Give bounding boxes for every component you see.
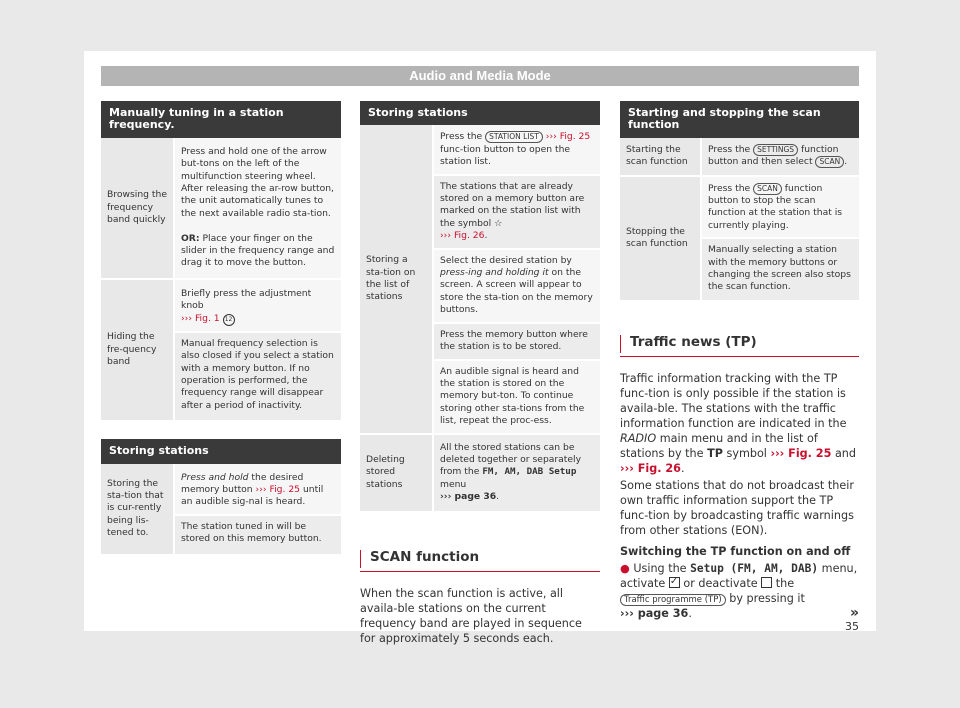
scan-section-title: SCAN function xyxy=(360,549,600,572)
traffic-news-title: Traffic news (TP) xyxy=(620,334,859,357)
settings-key: SETTINGS xyxy=(753,144,798,156)
scan-function-table xyxy=(620,101,859,302)
or-label: OR: xyxy=(181,232,200,244)
scan-key: SCAN xyxy=(753,183,782,195)
row-text: Press the STATION LIST ››› Fig. 25 func-tion button to open the station list. xyxy=(433,125,600,174)
row-text: Manual frequency selection is also closed if you select a station with a memory button. If no operation is performed, the frequency range will disappear after a period of inactivity. xyxy=(174,332,341,421)
row-text: Select the desired station by press-ing and holding it on the screen. A screen will appear to store the sta-tion on the memory buttons. xyxy=(433,249,600,323)
page-number: 35 xyxy=(845,620,859,633)
fig-link[interactable]: ››› Fig. 1 xyxy=(181,312,220,324)
table-title: Starting and stopping the scan function xyxy=(620,101,859,138)
traffic-paragraph-2: Some stations that do not broadcast their own traffic information support the TP func-tion by broadcasting traffic warnings from other stations (EON). xyxy=(620,478,854,537)
row-label: Deleting stored stations xyxy=(360,434,433,512)
row-text: All the stored stations can be deleted together or separately from the FM, AM, DAB Setup menu ››› page 36. xyxy=(433,434,600,512)
storing-stations-list-table xyxy=(360,101,600,513)
fig-link[interactable]: ››› Fig. 26 xyxy=(620,461,681,475)
scan-key: SCAN xyxy=(815,156,844,168)
row-text: Press the SETTINGS function button and then select SCAN . xyxy=(701,138,859,176)
column-1 xyxy=(101,101,341,556)
callout-number: 12 xyxy=(223,314,235,326)
row-label: Storing a sta-tion on the list of stations xyxy=(360,125,433,433)
traffic-paragraph-1: Traffic information tracking with the TP func-tion is only possible if the station is availa-ble. The stations with the traffic information function are indicated in the RADIO main menu and in the list of stations by the TP symbol ››› Fig. 25 and ››› Fig. 26. xyxy=(620,371,856,475)
page-link[interactable]: ››› page 36 xyxy=(620,606,689,620)
star-icon: ☆ xyxy=(494,217,503,229)
row-text: Press and hold one of the arrow but-tons on the left of the multifunction steering wheel. After releasing the ar-row button, the unit automatically tunes to the next available radio sta-tion. OR: Place your finger on the slider in the frequency range and drag it to move the button. xyxy=(174,138,341,279)
row-text: Press the SCAN function button to stop the scan function at the station that is currently playing. xyxy=(701,176,859,239)
checkbox-empty-icon xyxy=(761,577,772,588)
scan-section-body: When the scan function is active, all availa-ble stations on the current frequency band are played in sequence for approximately 5 seconds each. xyxy=(360,586,582,645)
fig-link[interactable]: ››› Fig. 25 xyxy=(542,131,591,143)
table-title: Storing stations xyxy=(101,439,341,463)
traffic-programme-key: Traffic programme (TP) xyxy=(620,594,726,606)
row-text: The station tuned in will be stored on this memory button. xyxy=(174,515,341,555)
tp-subtitle: Switching the TP function on and off xyxy=(620,544,851,558)
page-header: Audio and Media Mode xyxy=(101,66,859,86)
fig-link[interactable]: ››› Fig. 26 xyxy=(440,230,485,242)
table-title: Manually tuning in a station frequency. xyxy=(101,101,341,138)
page-link[interactable]: ››› page 36 xyxy=(440,491,497,503)
fig-link[interactable]: ››› Fig. 25 xyxy=(770,446,832,460)
continue-icon: » xyxy=(849,604,859,621)
row-label: Browsing the frequency band quickly xyxy=(101,138,174,279)
row-text: An audible signal is heard and the station is stored on the memory but-ton. To continue storing other sta-tions from the list, repeat the proc-ess. xyxy=(433,360,600,434)
column-2 xyxy=(360,101,600,646)
table-title: Storing stations xyxy=(360,101,600,125)
row-text: Briefly press the adjustment knob ››› Fig. 1 12 xyxy=(174,279,341,332)
column-3 xyxy=(620,101,859,621)
station-list-key: STATION LIST xyxy=(485,131,543,143)
manual-tuning-table xyxy=(101,101,341,422)
row-text: Press the memory button where the station is to be stored. xyxy=(433,323,600,360)
row-label: Storing the sta-tion that is cur-rently being lis-tened to. xyxy=(101,464,174,555)
row-label: Stopping the scan function xyxy=(620,176,701,301)
storing-stations-table xyxy=(101,439,341,555)
row-text: Manually selecting a station with the memory buttons or changing the screen also stops the scan function. xyxy=(701,238,859,301)
bullet-icon: ● xyxy=(620,561,630,575)
row-label: Hiding the fre-quency band xyxy=(101,279,174,421)
checkbox-checked-icon xyxy=(669,577,680,588)
tp-bullet: ● Using the Setup (FM, AM, DAB) menu, activate ✓ or deactivate the Traffic programme (TP) by pressing it ››› page 36. » xyxy=(620,561,859,621)
row-label: Starting the scan function xyxy=(620,138,701,176)
row-text: Press and hold the desired memory button ››› Fig. 25 until an audible sig-nal is heard. xyxy=(174,464,341,515)
fig-link[interactable]: ››› Fig. 25 xyxy=(255,483,301,495)
row-text: The stations that are already stored on a memory button are marked on the station list with the symbol ☆ ››› Fig. 26. xyxy=(433,175,600,249)
